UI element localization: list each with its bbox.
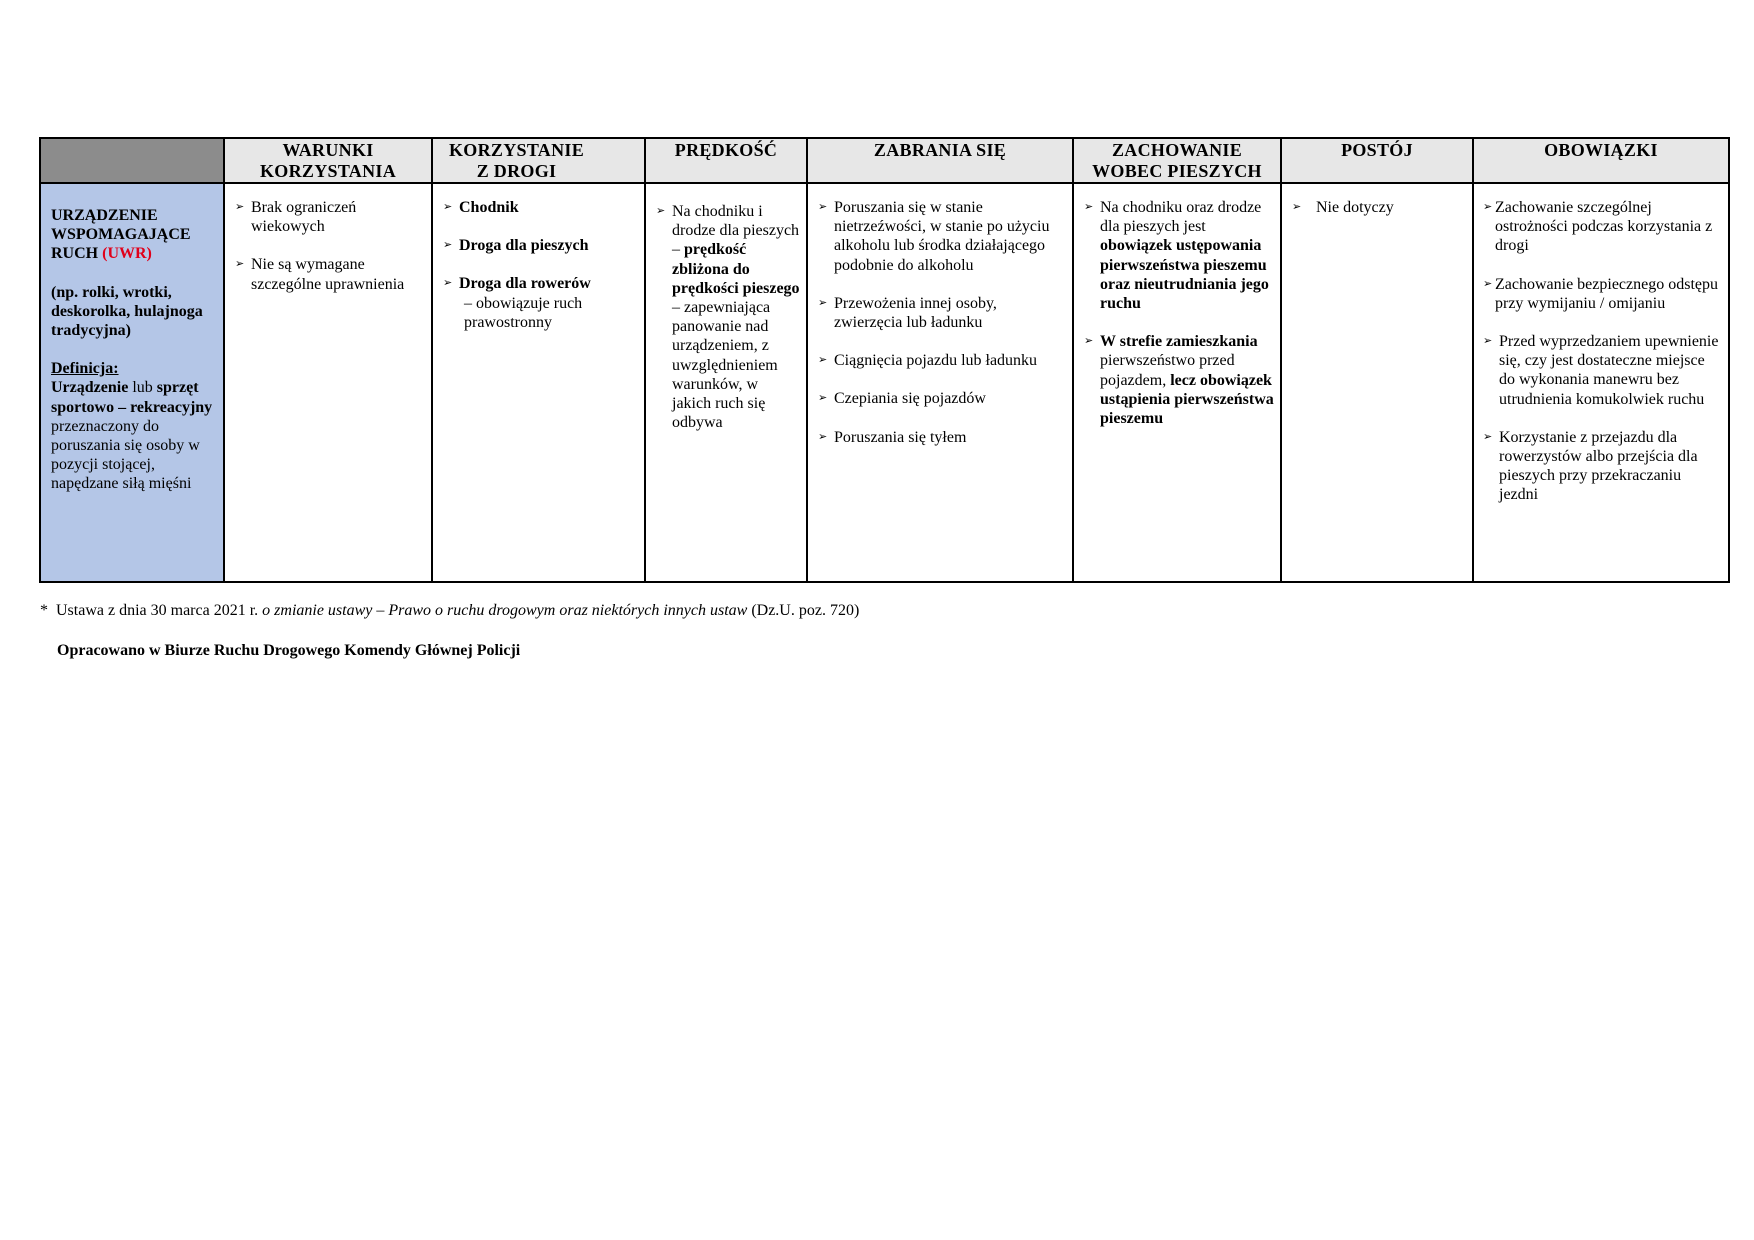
obowiazki-item-1: Zachowanie szczególnej ostrożności podczas korzystania z drogi <box>1495 199 1713 255</box>
list-item <box>1292 198 1466 217</box>
arrowhead-bullet-icon: ➢ <box>818 430 828 443</box>
device-name-line2: WSPOMAGAJĄCE <box>51 226 191 244</box>
list-item <box>443 198 638 217</box>
korzystanie-list <box>443 198 638 332</box>
zabrania-item-5: Poruszania się tyłem <box>834 428 967 446</box>
header-warunki-l1: WARUNKI KORZYSTANIA <box>260 140 396 181</box>
warunki-item-1: Brak ograniczeń wiekowych <box>251 199 357 236</box>
header-predkosc <box>645 138 807 183</box>
zachowanie-list <box>1084 198 1274 428</box>
obowiazki-cell <box>1473 183 1729 582</box>
header-postoj <box>1281 138 1473 183</box>
arrowhead-bullet-icon: ➢ <box>1483 430 1493 443</box>
arrowhead-bullet-icon: ➢ <box>1483 201 1493 213</box>
arrowhead-bullet-icon: ➢ <box>1084 201 1094 213</box>
arrowhead-bullet-icon: ➢ <box>818 392 828 405</box>
arrowhead-bullet-icon: ➢ <box>818 354 828 367</box>
definition-mid-1: lub <box>128 379 157 397</box>
device-abbr: (UWR) <box>102 245 152 263</box>
zabrania-item-3: Ciągnięcia pojazdu lub ładunku <box>834 352 1038 370</box>
header-korzystanie-label: KORZYSTANIE Z DROGI <box>449 140 584 181</box>
korzystanie-cell <box>432 183 645 582</box>
predkosc-post: – zapewniająca panowanie nad urządzeniem, z uwzględnieniem warunków, w jakich ruch się odbywa <box>672 299 778 432</box>
arrowhead-bullet-icon: ➢ <box>818 201 828 213</box>
postoj-item-1: Nie dotyczy <box>1316 199 1394 216</box>
arrowhead-bullet-icon: ➢ <box>235 201 245 213</box>
korzystanie-item-2: Droga dla pieszych <box>459 237 589 255</box>
zachowanie-item-1-bold: obowiązek ustępowania pierwszeństwa pieszemu oraz nieutrudniania jego ruchu <box>1100 237 1269 313</box>
arrowhead-bullet-icon: ➢ <box>1292 201 1302 213</box>
list-item <box>235 198 425 236</box>
header-korzystanie <box>432 138 645 183</box>
device-name-line3: RUCH <box>51 245 99 263</box>
list-item <box>1084 332 1274 428</box>
list-item <box>818 198 1066 275</box>
list-item <box>235 255 425 293</box>
arrowhead-bullet-icon: ➢ <box>235 258 245 271</box>
footnote-star: * <box>40 602 48 619</box>
device-cell <box>40 183 224 582</box>
list-item <box>1483 275 1722 313</box>
zabrania-item-2: Przewożenia innej osoby, zwierzęcia lub ładunku <box>834 294 997 332</box>
arrowhead-bullet-icon: ➢ <box>656 205 666 217</box>
header-zachowanie-label: ZACHOWANIE WOBEC PIESZYCH <box>1092 140 1262 181</box>
footnote-pre: Ustawa z dnia 30 marca 2021 r. <box>56 602 263 619</box>
obowiazki-item-3: Przed wyprzedzaniem upewnienie się, czy jest dostateczne miejsce do wykonania manewru bez utrudnienia komukolwiek ruchu <box>1499 333 1719 408</box>
list-item <box>1483 198 1722 256</box>
header-zabrania <box>807 138 1073 183</box>
korzystanie-item-1: Chodnik <box>459 199 519 216</box>
postoj-list <box>1292 198 1466 217</box>
device-definition <box>51 359 215 493</box>
list-item <box>1483 428 1722 505</box>
warunki-cell <box>224 183 432 582</box>
list-item <box>656 202 800 432</box>
list-item <box>818 389 1066 408</box>
table-row <box>40 183 1729 582</box>
device-examples: (np. rolki, wrotki, deskorolka, hulajnoga tradycyjna) <box>51 283 203 340</box>
list-item <box>818 351 1066 370</box>
zabrania-item-4: Czepiania się pojazdów <box>834 390 986 408</box>
header-zachowanie <box>1073 138 1281 183</box>
list-item <box>1084 198 1274 313</box>
arrowhead-bullet-icon: ➢ <box>1483 277 1493 290</box>
list-item <box>818 428 1066 447</box>
footnote-italic: o zmianie ustawy – Prawo o ruchu drogowym oraz niektórych innych ustaw <box>262 602 748 619</box>
zachowanie-item-1-pre: Na chodniku oraz drodze dla pieszych jest <box>1100 199 1262 236</box>
definition-bold-1: Urządzenie <box>51 379 129 397</box>
predkosc-bold: prędkość zbliżona do prędkości pieszego <box>672 241 800 297</box>
footnote <box>40 601 859 621</box>
arrowhead-bullet-icon: ➢ <box>443 201 453 213</box>
obowiazki-item-2: Zachowanie bezpiecznego odstępu przy wymijaniu / omijaniu <box>1495 275 1719 312</box>
definition-rest: przeznaczony do poruszania się osoby w pozycji stojącej, napędzane siłą mięśni <box>51 417 200 493</box>
arrowhead-bullet-icon: ➢ <box>443 277 453 290</box>
definition-label: Definicja: <box>51 360 119 378</box>
arrowhead-bullet-icon: ➢ <box>818 296 828 309</box>
obowiazki-item-4: Korzystanie z przejazdu dla rowerzystów albo przejścia dla pieszych przy przekraczaniu jezdni <box>1499 428 1698 504</box>
header-corner-cell <box>40 138 224 183</box>
predkosc-cell <box>645 183 807 582</box>
arrowhead-bullet-icon: ➢ <box>443 239 453 252</box>
header-obowiazki <box>1473 138 1729 183</box>
zachowanie-item-2-mid: pierwszeństwo przed pojazdem, <box>1100 352 1235 389</box>
list-item <box>818 294 1066 332</box>
traffic-rules-table <box>39 137 1730 583</box>
header-postoj-label: POSTÓJ <box>1341 140 1413 160</box>
zabrania-list <box>818 198 1066 447</box>
zabrania-item-1: Poruszania się w stanie nietrzeźwości, w stanie po użyciu alkoholu lub środka działającego podobnie do alkoholu <box>834 199 1050 274</box>
zabrania-cell <box>807 183 1073 582</box>
header-predkosc-label: PRĘDKOŚĆ <box>674 140 778 160</box>
korzystanie-item-3-note: – obowiązuje ruch prawostronny <box>464 294 583 331</box>
credit-line: Opracowano w Biurze Ruchu Drogowego Komendy Głównej Policji <box>57 642 521 659</box>
footnote-post: (Dz.U. poz. 720) <box>747 602 860 619</box>
zachowanie-cell <box>1073 183 1281 582</box>
zachowanie-item-2-bold2: lecz obowiązek ustąpienia pierwszeństwa pieszemu <box>1100 371 1274 428</box>
device-name <box>51 206 215 264</box>
table-header-row <box>40 138 1729 183</box>
header-warunki <box>224 138 432 183</box>
warunki-item-2: Nie są wymagane szczególne uprawnienia <box>251 256 405 293</box>
predkosc-list <box>656 202 800 432</box>
warunki-list <box>235 198 425 294</box>
definition-bold-2: sprzęt sportowo – rekreacyjny <box>51 379 213 416</box>
arrowhead-bullet-icon: ➢ <box>1084 335 1094 348</box>
list-item <box>443 274 638 332</box>
list-item <box>1483 332 1722 409</box>
header-zabrania-label: ZABRANIA SIĘ <box>873 140 1007 160</box>
header-obowiazki-label: OBOWIĄZKI <box>1544 140 1658 160</box>
obowiazki-list <box>1483 198 1722 505</box>
korzystanie-item-3: Droga dla rowerów <box>459 275 591 293</box>
postoj-cell <box>1281 183 1473 582</box>
zachowanie-item-2-bold: W strefie zamieszkania <box>1100 333 1258 351</box>
list-item <box>443 236 638 255</box>
device-name-line1: URZĄDZENIE <box>51 207 158 224</box>
arrowhead-bullet-icon: ➢ <box>1483 335 1493 348</box>
predkosc-pre: Na chodniku i drodze dla pieszych – <box>672 203 800 259</box>
